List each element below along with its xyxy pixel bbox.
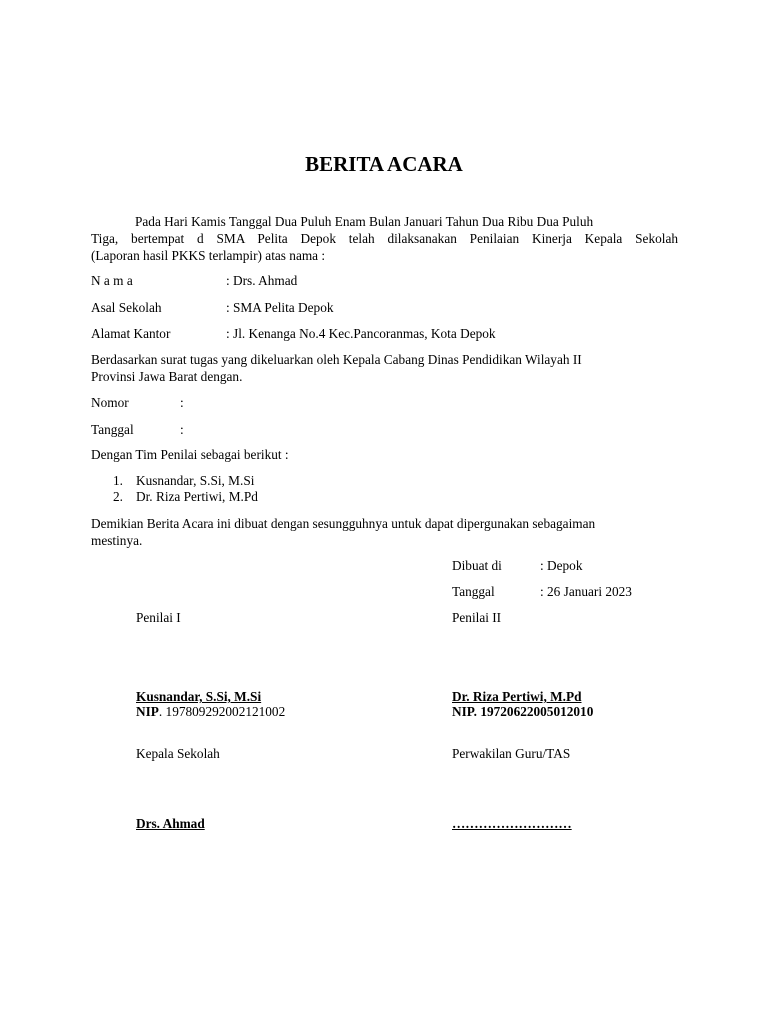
address-label: Alamat Kantor xyxy=(91,326,171,341)
school-label: Asal Sekolah xyxy=(91,300,162,315)
basis-line-2: Provinsi Jawa Barat dengan. xyxy=(91,369,243,384)
closing-line-1: Demikian Berita Acara ini dibuat dengan sesungguhnya untuk dapat dipergunakan sebagaiman xyxy=(91,516,596,531)
assessor-2-nip: NIP. 19720622005012010 xyxy=(452,704,594,719)
assessor-1-role: Penilai I xyxy=(136,610,181,625)
made-place-label: Dibuat di xyxy=(452,558,502,573)
document-title: BERITA ACARA xyxy=(305,152,463,176)
intro-line-3: (Laporan hasil PKKS terlampir) atas nama : xyxy=(91,248,326,263)
team-member-2-number: 2. xyxy=(113,489,123,504)
team-member-1-name: Kusnandar, S.Si, M.Si xyxy=(136,473,255,488)
team-member-2-name: Dr. Riza Pertiwi, M.Pd xyxy=(136,489,258,504)
assessor-1-name: Kusnandar, S.Si, M.Si xyxy=(136,689,262,704)
assessor-1-nip-label: NIP xyxy=(136,704,159,719)
letter-number-label: Nomor xyxy=(91,395,129,410)
name-value: : Drs. Ahmad xyxy=(226,273,298,288)
assessor-2-name: Dr. Riza Pertiwi, M.Pd xyxy=(452,689,582,704)
principal-role: Kepala Sekolah xyxy=(136,746,220,761)
intro-line-1: Pada Hari Kamis Tanggal Dua Puluh Enam Bulan Januari Tahun Dua Ribu Dua Puluh xyxy=(135,214,594,229)
name-label: N a m a xyxy=(91,273,133,288)
assessor-1-nip xyxy=(136,703,285,720)
letter-date-label: Tanggal xyxy=(91,422,134,437)
made-place-value: : Depok xyxy=(540,558,583,573)
letter-date-colon: : xyxy=(180,422,184,437)
teacher-representative-role: Perwakilan Guru/TAS xyxy=(452,746,571,761)
assessor-1-nip-value: . 197809292002121002 xyxy=(158,704,286,719)
intro-line-2: Tiga, bertempat d SMA Pelita Depok telah dilaksanakan Penilaian Kinerja Kepala Sekolah xyxy=(91,231,678,246)
assessor-2-role: Penilai II xyxy=(452,610,502,625)
address-value: : Jl. Kenanga No.4 Kec.Pancoranmas, Kota Depok xyxy=(226,326,496,341)
principal-name: Drs. Ahmad xyxy=(136,816,205,831)
teacher-representative-name: ……………………… xyxy=(452,816,572,831)
basis-line-1: Berdasarkan surat tugas yang dikeluarkan oleh Kepala Cabang Dinas Pendidikan Wilayah II xyxy=(91,352,582,367)
made-date-value: : 26 Januari 2023 xyxy=(540,584,632,599)
team-member-1-number: 1. xyxy=(113,473,123,488)
school-value: : SMA Pelita Depok xyxy=(226,300,334,315)
team-heading: Dengan Tim Penilai sebagai berikut : xyxy=(91,447,289,462)
made-date-label: Tanggal xyxy=(452,584,495,599)
closing-line-2: mestinya. xyxy=(91,533,143,548)
letter-number-colon: : xyxy=(180,395,184,410)
